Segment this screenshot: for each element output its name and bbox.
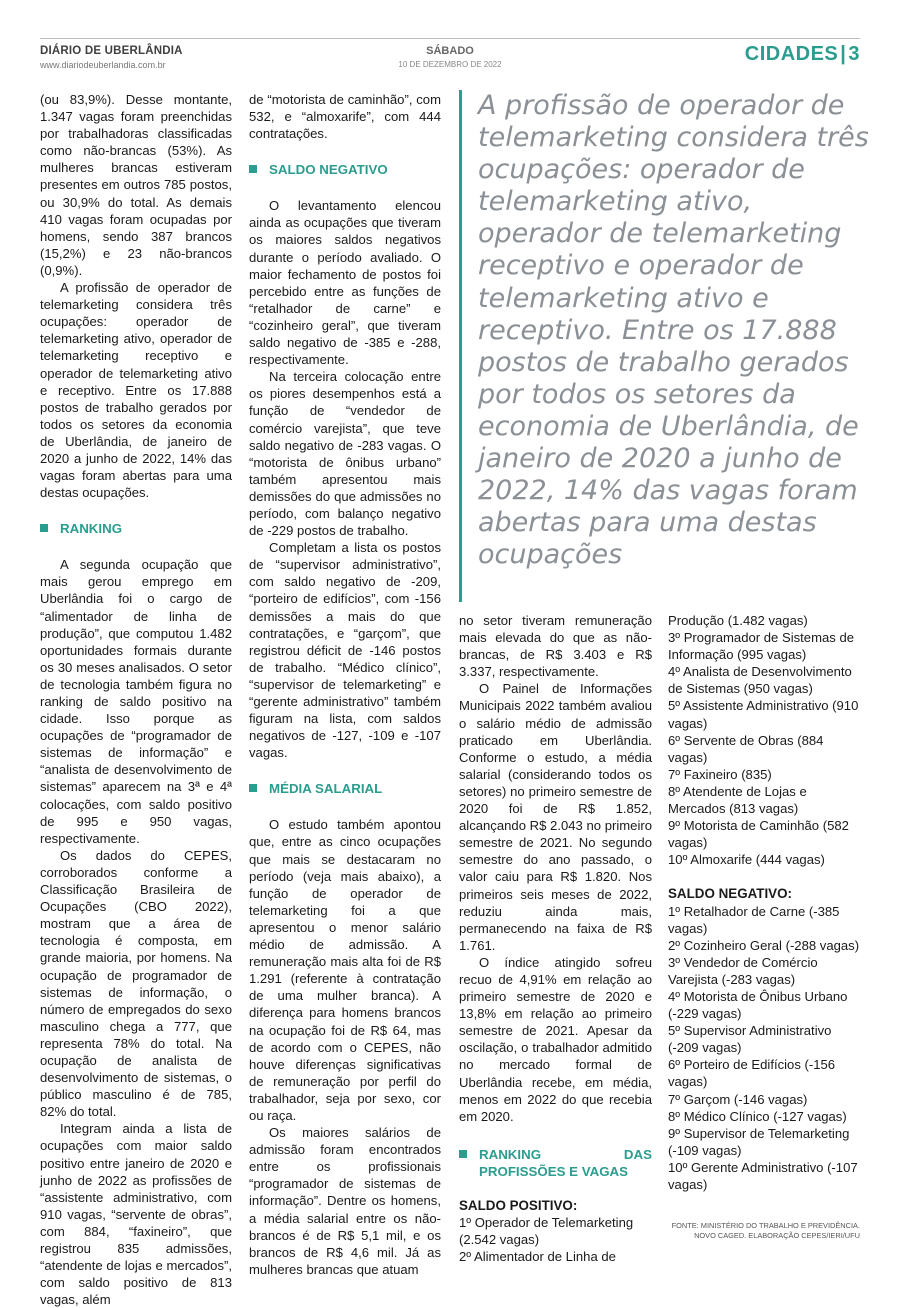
newspaper-name: DIÁRIO DE UBERLÂNDIA [40, 45, 183, 57]
paragraph: Completam a lista os postos de “supervisor administrativo”, com saldo negativo de -209, “porteiro de edifícios”, com -156 demissões a mais do que contratações, e “garçom”, que registrou déficit de -146 postos de trabalho. “Médico clínico”, “supervisor de telemarketing” e “gerente administrativo” também figuram na lista, com saldos negativos de -127, -109 e -107 vagas. [249, 540, 441, 761]
pull-quote-text: A profissão de operador de telemarketing considera três ocupações: operador de telemarketing ativo, operador de telemarketing receptivo e operador de telemarketing ativo e receptivo. Entre os 17.888 postos de trabalho gerados por todos os setores da economia de Uberlândia, de janeiro de 2020 a junho de 2022, 14% das vagas foram abertas para uma destas ocupações [478, 90, 869, 571]
list-item: 9º Motorista de Caminhão (582 vagas) [668, 818, 849, 851]
paragraph: Os maiores salários de admissão foram encontrados entre os profissionais “programador de sistemas de informação”. Dentre os homens, a média salarial entre os não-brancos é de R$ 5,1 mil, e os brancos de R$ 4,6 mil. Já as mulheres brancas que atuam [249, 1125, 441, 1277]
list-item: 4º Analista de Desenvolvimento de Sistemas (950 vagas) [668, 664, 852, 697]
list-item: 10º Gerente Administrativo (-107 vagas) [668, 1159, 858, 1192]
section-divider: | [840, 43, 847, 65]
list-item: 10º Almoxarife (444 vagas) [668, 852, 825, 868]
page-header [40, 38, 860, 79]
section-name: CIDADES [744, 43, 839, 65]
paragraph: O Painel de Informações Municipais 2022 também avaliou o salário médio de admissão praticado em Uberlândia. Conforme o estudo, a média salarial (considerando todos os setores) no primeiro semestre de 2020 foi de R$ 1.852, alcançando R$ 2.043 no primeiro semestre de 2021. No segundo semestre do ano passado, o valor caiu para R$ 1.820. Nos primeiros seis meses de 2022, reduziu ainda mais, permanecendo na faixa de R$ 1.761. [459, 681, 652, 953]
article-column-3 [459, 612, 652, 1265]
negative-balance-heading: SALDO NEGATIVO: [668, 886, 792, 902]
paragraph: O índice atingido sofreu recuo de 4,91% em relação ao primeiro semestre de 2020 e 13,8% em relação ao primeiro semestre de 2021. Apesar da oscilação, o trabalhador admitido no mercado formal de Uberlândia recebe, em média, menos em 2022 do que recebia em 2020. [459, 954, 652, 1124]
source-line: NOVO CAGED. ELABORAÇÃO CEPES/IERI/UFU [694, 1230, 860, 1240]
list-item: Produção (1.482 vagas) [668, 613, 808, 628]
paragraph: O estudo também apontou que, entre as cinco ocupações que mais se destacaram no período (veja mais abaixo), a função de operador de telemarketing foi a que apresentou o menor salário médio de admissão. A remuneração mais alta foi de R$ 1.291 (referente à contratação de uma mulher branca). A diferença para homens brancos na ocupação foi de R$ 64, mas de acordo com o CEPES, não houve diferenças significativas de remuneração por perfil do trabalhador, seja por sexo, cor ou raça. [249, 817, 441, 1123]
positive-ranking-list [459, 1214, 652, 1265]
list-item: 7º Garçom (-146 vagas) [668, 1091, 808, 1107]
paragraph: de “motorista de caminhão”, com 532, e “almoxarife”, com 444 contratações. [249, 92, 441, 142]
square-bullet-icon [459, 1150, 467, 1158]
source-credit [640, 1221, 860, 1240]
newspaper-url[interactable]: www.diariodeuberlandia.com.br [40, 60, 166, 70]
pull-quote [459, 90, 869, 602]
positive-balance-heading: SALDO POSITIVO: [459, 1197, 578, 1213]
paragraph: Integram ainda a lista de ocupações com maior saldo positivo entre janeiro de 2020 e junho de 2022 as profissões de “assistente administrativo, com 910 vagas, “servente de obras”, com 884, “faxineiro”, que registrou 835 admissões, “atendente de lojas e mercados”, com saldo positivo de 813 vagas, além [40, 1121, 232, 1308]
list-item: 1º Retalhador de Carne (-385 vagas) [668, 903, 840, 936]
list-item: 3º Vendedor de Comércio Varejista (-283 vagas) [668, 954, 818, 987]
list-item: 5º Supervisor Administrativo (-209 vagas) [668, 1023, 832, 1056]
ranking-title-text: RANKING DAS PROFISSÕES E VAGAS [479, 1146, 652, 1179]
ranking-box-title [459, 1146, 652, 1180]
paragraph: no setor tiveram remuneração mais elevada do que as não-brancas, de R$ 3.403 e R$ 3.337, respectivamente. [459, 613, 652, 680]
paragraph: Na terceira colocação entre os piores desempenhos está a função de “vendedor de comércio varejista”, que teve saldo negativo de -283 vagas. O “motorista de ônibus urbano” também apresentou mais demissões do que admissões no período, com balanço negativo de -229 postos de trabalho. [249, 369, 441, 539]
subheading-text: MÉDIA SALARIAL [269, 781, 383, 797]
paragraph: O levantamento elencou ainda as ocupações que tiveram os maiores saldos negativos durante o período avaliado. O maior fechamento de postos foi percebido entre as funções de “retalhador de carne” e “cozinheiro geral”, que tiveram saldo negativo de -385 e -288, respectivamente. [249, 198, 441, 368]
list-item: 3º Programador de Sistemas de Informação (995 vagas) [668, 630, 855, 663]
issue-day: SÁBADO [426, 45, 474, 57]
source-line: FONTE: MINISTÉRIO DO TRABALHO E PREVIDÊNCIA. [671, 1221, 860, 1230]
negative-ranking-list [668, 903, 860, 1194]
list-item: 1º Operador de Telemarketing (2.542 vagas) [459, 1214, 634, 1247]
paragraph: Os dados do CEPES, corroborados conforme a Classificação Brasileira de Ocupações (CBO 2022), mostram que a área de tecnologia é composta, em grande maioria, por homens. Na ocupação de programador de sistemas de informação, o número de empregados do sexo masculino chega a 777, que representa 78% do total. Na ocupação de analista de desenvolvimento de sistemas, o público masculino é de 785, 82% do total. [40, 847, 232, 1120]
list-item: 8º Atendente de Lojas e Mercados (813 vagas) [668, 783, 807, 817]
list-item: 2º Alimentador de Linha de [459, 1249, 616, 1265]
positive-ranking-list-continued [668, 612, 860, 868]
square-bullet-icon [249, 165, 257, 173]
section-label [745, 43, 860, 66]
article-column-2 [249, 91, 441, 1278]
paragraph: (ou 83,9%). Desse montante, 1.347 vagas foram preenchidas por trabalhadoras classificadas como não-brancas (53%). As mulheres brancas estiveram presentes em outros 785 postos, ou 30,9% do total. As demais 410 vagas foram ocupadas por homens, sendo 387 brancos (15,2%) e 23 não-brancos (0,9%). [40, 92, 232, 278]
list-item: 7º Faxineiro (835) [668, 766, 772, 782]
list-spacer [668, 868, 860, 885]
list-item: 6º Servente de Obras (884 vagas) [668, 732, 824, 765]
list-item: 6º Porteiro de Edifícios (-156 vagas) [668, 1057, 836, 1090]
list-item: 4º Motorista de Ônibus Urbano (-229 vagas) [668, 988, 848, 1022]
subheading-text: RANKING [60, 521, 123, 537]
list-item: 2º Cozinheiro Geral (-288 vagas) [668, 937, 860, 953]
square-bullet-icon [40, 524, 48, 532]
paragraph: A profissão de operador de telemarketing considera três ocupações: operador de telemarketing ativo, operador de telemarketing receptivo e operador de telemarketing ativo e receptivo. Entre os 17.888 postos de trabalho gerados por todos os setores da economia de Uberlândia, de janeiro de 2020 a junho de 2022, 14% das vagas foram abertas para uma destas ocupações. [40, 280, 232, 501]
page-number: 3 [848, 43, 860, 65]
subheading-ranking [40, 520, 232, 537]
square-bullet-icon [249, 784, 257, 792]
list-item: 5º Assistente Administrativo (910 vagas) [668, 698, 859, 731]
article-column-1 [40, 91, 232, 1308]
issue-date: 10 DE DEZEMBRO DE 2022 [398, 60, 502, 69]
subheading-media-salarial [249, 780, 441, 797]
list-item: 8º Médico Clínico (-127 vagas) [668, 1108, 847, 1124]
list-item: 9º Supervisor de Telemarketing (-109 vagas) [668, 1125, 850, 1158]
ranking-column [668, 612, 860, 1193]
paragraph: A segunda ocupação que mais gerou emprego em Uberlândia foi o cargo de “alimentador de linha de produção”, que computou 1.482 oportunidades formais durante os 30 meses analisados. O setor de tecnologia também figura no ranking de saldo positivo na cidade. Isso porque as ocupações de “programador de sistemas de informação” e “analista de desenvolvimento de sistemas” aparecem na 3ª e 4ª colocações, com saldo positivo de 995 e 950 vagas, respectivamente. [40, 557, 232, 846]
subheading-saldo-negativo [249, 161, 441, 178]
subheading-text: SALDO NEGATIVO [269, 162, 388, 178]
